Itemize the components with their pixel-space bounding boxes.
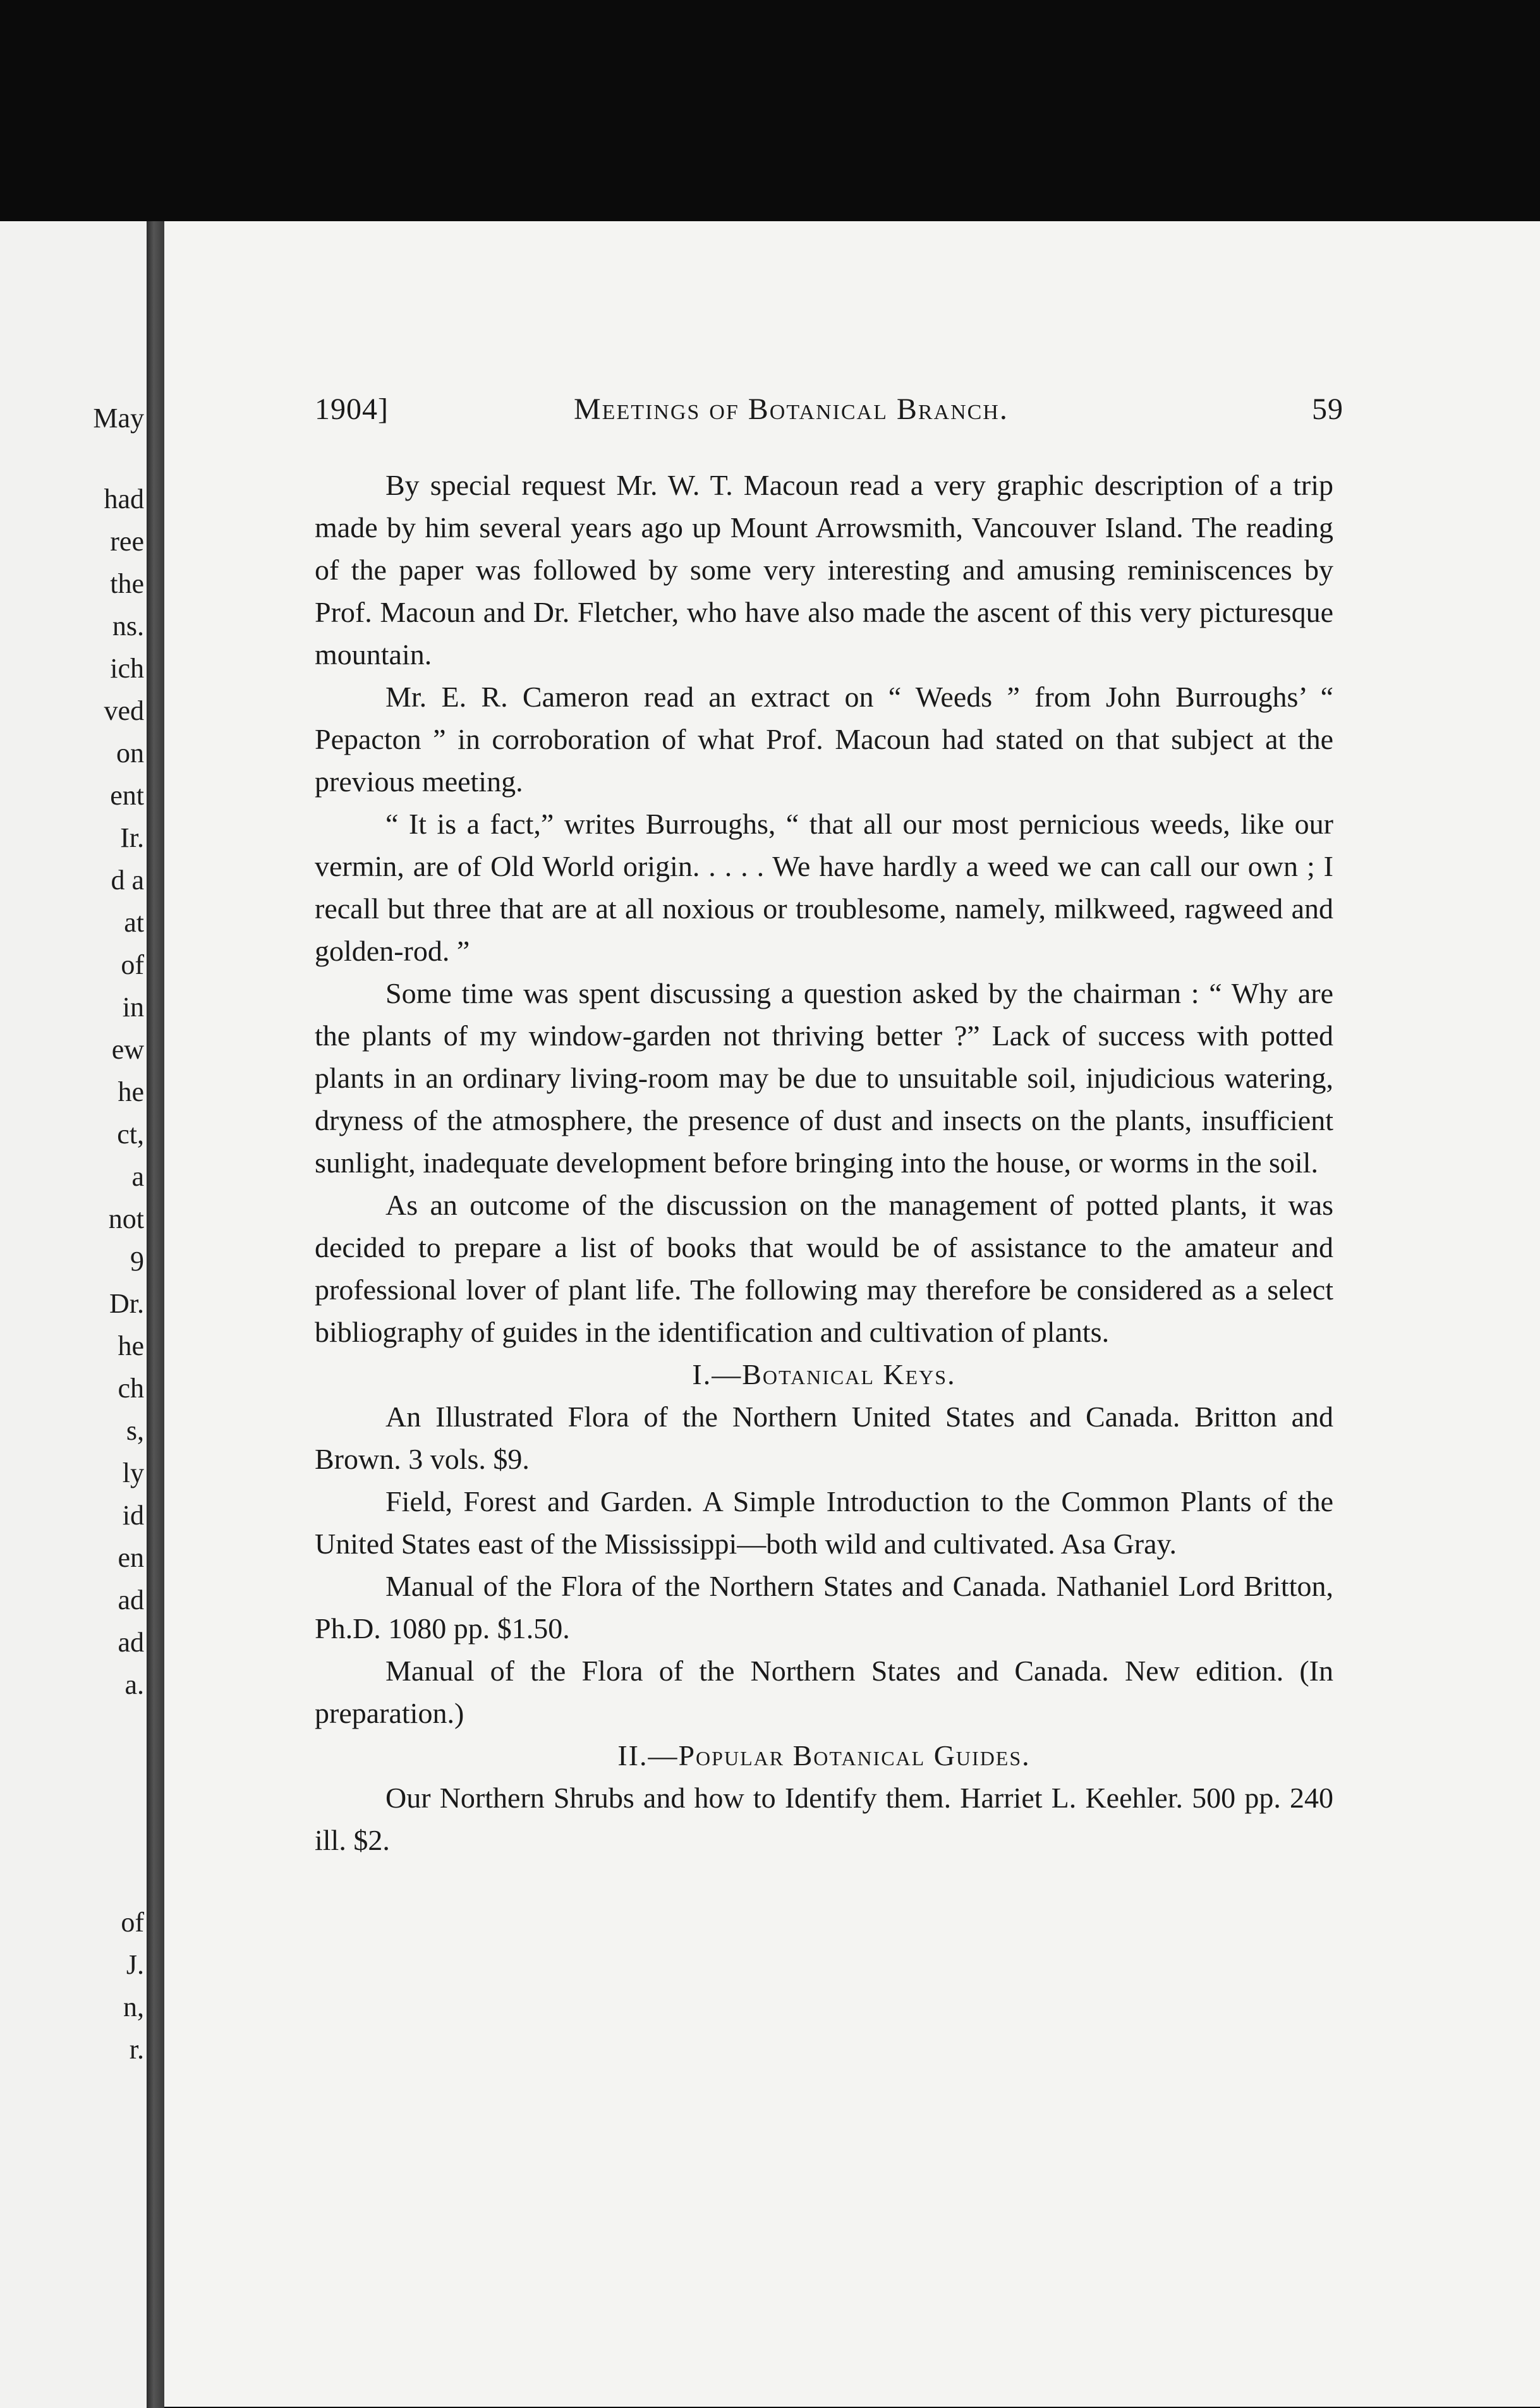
margin-fragment: of — [121, 1907, 144, 1938]
margin-fragment: ad — [118, 1584, 144, 1615]
margin-fragment: on — [116, 738, 144, 769]
body-paragraph: “ It is a fact,” writes Burroughs, “ that all our most pernicious weeds, like our vermin, are of Old World origin. . . . . We have hardly a weed we can call our own ; I recall but three that are at all noxious or troublesome, namely, milkweed, ragweed and golden-rod. ” — [315, 808, 1333, 967]
book-page — [164, 221, 1540, 2407]
margin-fragment: at — [124, 907, 144, 938]
margin-fragment: ich — [110, 653, 144, 684]
margin-fragment: ent — [110, 780, 144, 811]
margin-fragment: he — [118, 1076, 144, 1107]
bibliography-entry: Manual of the Flora of the Northern States and Canada. Nathaniel Lord Britton, Ph.D. 1080 pp. $1.50. — [315, 1570, 1333, 1645]
margin-fragment: ns. — [112, 611, 144, 642]
margin-fragment: ad — [118, 1627, 144, 1658]
section-heading: I.—Botanical Keys. — [692, 1358, 956, 1390]
body-paragraph: As an outcome of the discussion on the management of potted plants, it was decided to prepare a list of books that would be of assistance to the amateur and professional lover of plant life. The following may therefore be considered as a select bibliography of guides in the identification and cultivation of plants. — [315, 1189, 1333, 1348]
margin-fragment: J. — [126, 1949, 144, 1980]
margin-fragment: he — [118, 1330, 144, 1361]
margin-fragment: of — [121, 949, 144, 980]
margin-fragment: ch — [118, 1373, 144, 1404]
page-number: 59 — [1312, 392, 1343, 426]
margin-fragment: the — [110, 568, 144, 599]
margin-fragment: d a — [111, 865, 144, 896]
book-spine-gutter — [147, 221, 164, 2408]
header-year: 1904] — [315, 392, 389, 426]
running-title: Meetings of Botanical Branch. — [574, 392, 1009, 426]
body-paragraph: By special request Mr. W. T. Macoun read a very graphic description of a trip made by him several years ago up Mount Arrowsmith, Vancouver Island. The reading of the paper was followed by some very interesting and amusing reminiscences by Prof. Macoun and Dr. Fletcher, who have also made the ascent of this very picturesque mountain. — [315, 469, 1333, 671]
margin-fragment: n, — [123, 1991, 144, 2022]
margin-fragment: a. — [124, 1669, 144, 1700]
margin-fragment: 9 — [130, 1246, 144, 1277]
margin-fragment: had — [104, 483, 144, 514]
margin-fragment: not — [108, 1203, 144, 1234]
margin-fragment: r. — [129, 2034, 144, 2065]
margin-fragment: id — [122, 1500, 144, 1531]
margin-fragment: ew — [111, 1034, 144, 1065]
bibliography-entry: Our Northern Shrubs and how to Identify them. Harriet L. Keehler. 500 pp. 240 ill. $2. — [315, 1782, 1333, 1856]
margin-fragment: ly — [122, 1457, 144, 1488]
margin-fragment: ved — [104, 695, 144, 726]
margin-fragment: en — [118, 1542, 144, 1573]
margin-fragment: s, — [126, 1415, 144, 1446]
facing-page-fragment — [0, 221, 152, 2408]
running-header — [315, 392, 1343, 430]
margin-fragment: Ir. — [120, 822, 144, 853]
page-content — [315, 392, 1343, 1861]
margin-fragment: a — [131, 1161, 144, 1192]
body-paragraph: Mr. E. R. Cameron read an extract on “ Weeds ” from John Burroughs’ “ Pepacton ” in corroboration of what Prof. Macoun had stated on that subject at the previous meeting. — [315, 681, 1333, 798]
margin-fragment: in — [122, 992, 144, 1023]
margin-fragment: ct, — [117, 1119, 144, 1150]
bibliography-entry: Manual of the Flora of the Northern States and Canada. New edition. (In preparation.) — [315, 1655, 1333, 1729]
margin-fragment: Dr. — [109, 1288, 144, 1319]
margin-fragment: May — [93, 403, 144, 434]
body-paragraph: Some time was spent discussing a question asked by the chairman : “ Why are the plants of my window-garden not thriving better ?” Lack of success with potted plants in an ordinary living-room may be due to unsuitable soil, injudicious watering, dryness of the atmosphere, the presence of dust and insects on the plants, insufficient sunlight, inadequate development before bringing into the house, or worms in the soil. — [315, 977, 1333, 1179]
margin-fragment: ree — [110, 526, 144, 557]
bibliography-entry: Field, Forest and Garden. A Simple Introduction to the Common Plants of the United States east of the Mississippi—both wild and cultivated. Asa Gray. — [315, 1485, 1333, 1560]
bibliography-entry: An Illustrated Flora of the Northern United States and Canada. Britton and Brown. 3 vols. $9. — [315, 1401, 1333, 1475]
section-heading: II.—Popular Botanical Guides. — [617, 1739, 1031, 1772]
